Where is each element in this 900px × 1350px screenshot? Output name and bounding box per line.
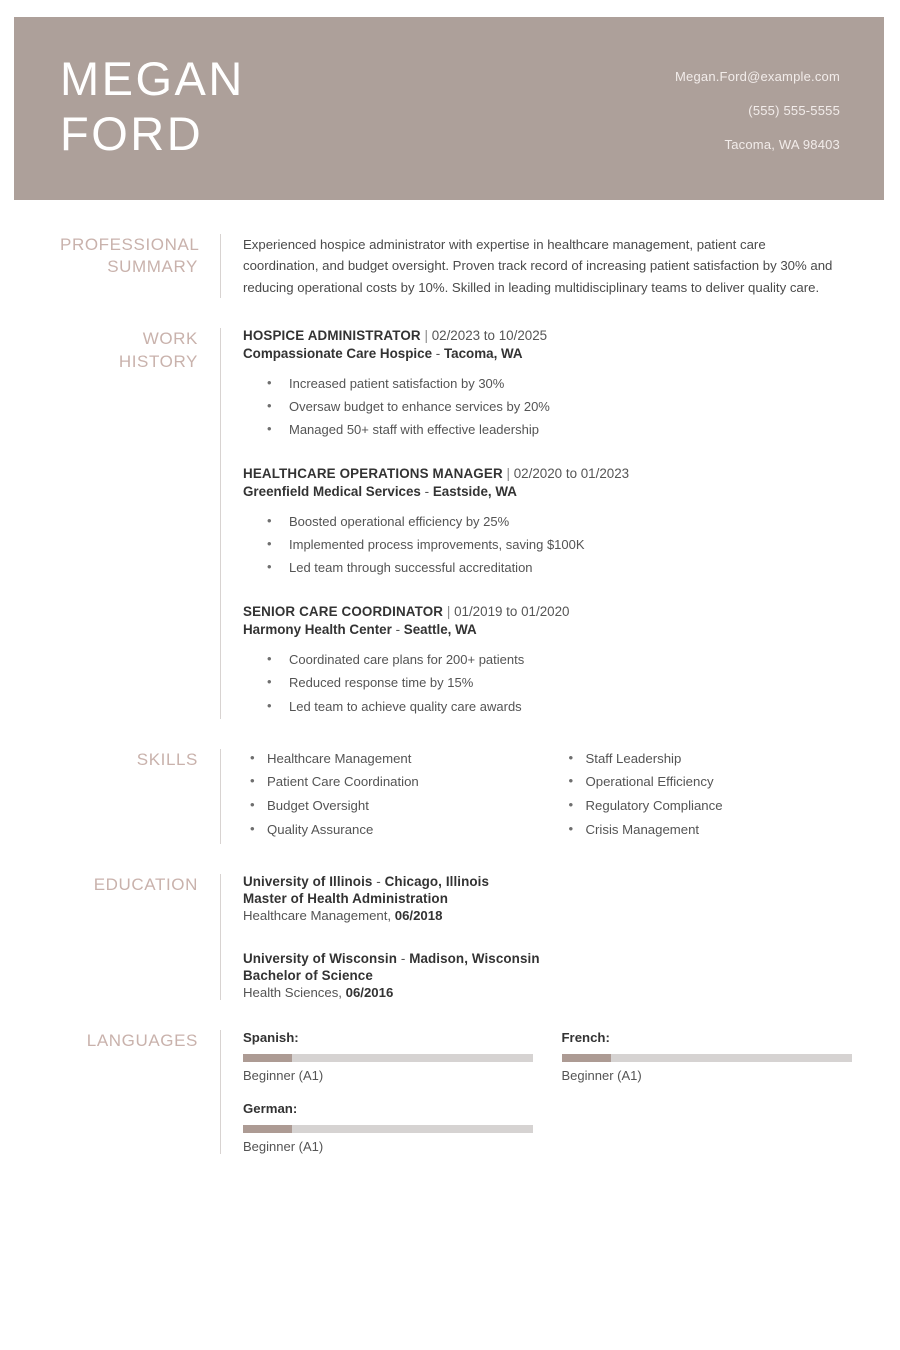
education-entry (243, 874, 880, 923)
education-school: University of Wisconsin (243, 950, 397, 966)
summary-body (220, 234, 880, 298)
section-label-skills: SKILLS (136, 749, 198, 769)
languages-column-right (562, 1030, 881, 1154)
candidate-name (60, 52, 245, 165)
skills-column-right (562, 749, 881, 844)
job-bullet: • Led team to achieve quality care awards (289, 696, 880, 717)
languages-body (220, 1030, 880, 1154)
language-entry (562, 1030, 857, 1083)
languages-column-left (243, 1030, 562, 1154)
job-bullet: • Implemented process improvements, saving $100K (289, 534, 880, 555)
job-location-separator: - (395, 622, 401, 638)
job-location: Tacoma, WA (443, 346, 523, 362)
job-bullet: • Managed 50+ staff with effective leadership (289, 419, 880, 440)
language-proficiency-fill (243, 1054, 292, 1062)
resume-body (0, 200, 900, 1154)
work-entry (243, 604, 880, 716)
job-title-row (243, 604, 880, 619)
job-separator: | (446, 604, 451, 620)
education-field-row (243, 908, 880, 923)
education-date: 06/2018 (394, 907, 443, 923)
section-professional-summary (0, 234, 900, 298)
section-label-professional-summary (60, 234, 220, 298)
job-location: Eastside, WA (432, 484, 517, 500)
summary-text: Experienced hospice administrator with expertise in healthcare management, patient care coordination, and budget oversight. Proven track record of increasing patient satisfaction by 30% and reducing operational costs by 10%. Skilled in leading multidisciplinary teams to deliver quality care. (243, 237, 833, 295)
education-field-row (243, 985, 880, 1000)
job-title: HOSPICE ADMINISTRATOR (243, 328, 421, 344)
job-separator: | (506, 466, 510, 482)
skill-item: • Quality Assurance (267, 820, 562, 841)
job-company: Compassionate Care Hospice (243, 346, 433, 362)
section-skills (0, 749, 900, 844)
language-proficiency-bar (243, 1054, 533, 1062)
resume-header-banner (14, 17, 884, 200)
job-title-row (243, 466, 880, 481)
skills-column-left (243, 749, 562, 844)
job-dates: 01/2019 to 01/2020 (454, 604, 570, 620)
job-bullet: • Led team through successful accreditation (289, 557, 880, 578)
job-company-row (243, 622, 880, 637)
job-bullet: • Coordinated care plans for 200+ patients (289, 649, 880, 670)
skill-item: • Staff Leadership (586, 749, 881, 770)
job-dates: 02/2020 to 01/2023 (513, 466, 630, 482)
job-bullet: • Oversaw budget to enhance services by 20% (289, 396, 880, 417)
skill-item: • Regulatory Compliance (586, 796, 881, 817)
language-level: Beginner (A1) (243, 1067, 324, 1083)
skill-list-left (243, 749, 562, 841)
education-date: 06/2016 (345, 984, 394, 1000)
job-location-separator: - (424, 484, 430, 500)
job-location-separator: - (435, 346, 441, 362)
skills-columns (243, 749, 880, 844)
education-body (220, 874, 880, 1000)
language-proficiency-bar (562, 1054, 852, 1062)
contact-info (675, 69, 840, 171)
job-title: HEALTHCARE OPERATIONS MANAGER (243, 466, 503, 482)
job-bullet-list (243, 511, 880, 578)
skill-item: • Patient Care Coordination (267, 772, 562, 793)
education-entry (243, 951, 880, 1000)
language-name: Spanish: (243, 1029, 299, 1045)
education-location: Chicago, Illinois (384, 873, 490, 889)
job-bullet-list (243, 373, 880, 440)
work-entry (243, 328, 880, 440)
languages-columns (243, 1030, 880, 1154)
last-name: FORD (60, 107, 204, 160)
section-label-education: EDUCATION (93, 874, 198, 894)
language-level: Beginner (A1) (243, 1138, 324, 1154)
job-location: Seattle, WA (403, 622, 477, 638)
job-separator: | (424, 328, 428, 344)
job-company-row (243, 346, 880, 361)
job-title-row (243, 328, 880, 343)
skill-item: • Operational Efficiency (586, 772, 881, 793)
education-field: Healthcare Management, (243, 907, 392, 923)
skill-item: • Healthcare Management (267, 749, 562, 770)
skills-body (220, 749, 880, 844)
language-entry (243, 1101, 538, 1154)
section-education (0, 874, 900, 1000)
job-dates: 02/2023 to 10/2025 (431, 328, 548, 344)
section-label-languages: LANGUAGES (86, 1030, 198, 1050)
job-bullet: • Boosted operational efficiency by 25% (289, 511, 880, 532)
job-company: Harmony Health Center (243, 622, 392, 638)
education-degree: Master of Health Administration (243, 890, 448, 906)
contact-phone: (555) 555-5555 (748, 103, 840, 118)
section-languages (0, 1030, 900, 1154)
language-proficiency-fill (243, 1125, 292, 1133)
skill-list-right (562, 749, 881, 841)
job-bullet-list (243, 649, 880, 716)
language-name: German: (243, 1100, 298, 1116)
education-school-row (243, 874, 880, 889)
summary-label-line1: PROFESSIONAL (60, 235, 200, 254)
skill-item: • Crisis Management (586, 820, 881, 841)
job-bullet: • Reduced response time by 15% (289, 672, 880, 693)
language-name: French: (561, 1029, 610, 1045)
language-entry (243, 1030, 538, 1083)
summary-label-line2: SUMMARY (107, 257, 198, 277)
work-entry (243, 466, 880, 578)
first-name: MEGAN (60, 52, 245, 105)
work-history-body (220, 328, 880, 718)
contact-location: Tacoma, WA 98403 (724, 137, 840, 152)
education-location-separator: - (400, 950, 406, 966)
job-title: SENIOR CARE COORDINATOR (243, 604, 444, 620)
language-proficiency-fill (562, 1054, 611, 1062)
skill-item: • Budget Oversight (267, 796, 562, 817)
job-company-row (243, 484, 880, 499)
section-label-work-history: WORK HISTORY (118, 329, 198, 371)
education-school: University of Illinois (243, 873, 373, 889)
language-proficiency-bar (243, 1125, 533, 1133)
education-school-row (243, 951, 880, 966)
education-field: Health Sciences, (243, 984, 342, 1000)
section-work-history (0, 328, 900, 718)
job-company: Greenfield Medical Services (243, 484, 421, 500)
education-degree: Bachelor of Science (243, 967, 373, 983)
contact-email: Megan.Ford@example.com (675, 69, 840, 84)
job-bullet: • Increased patient satisfaction by 30% (289, 373, 880, 394)
education-location-separator: - (376, 873, 381, 889)
language-level: Beginner (A1) (561, 1067, 642, 1083)
education-location: Madison, Wisconsin (409, 950, 540, 966)
